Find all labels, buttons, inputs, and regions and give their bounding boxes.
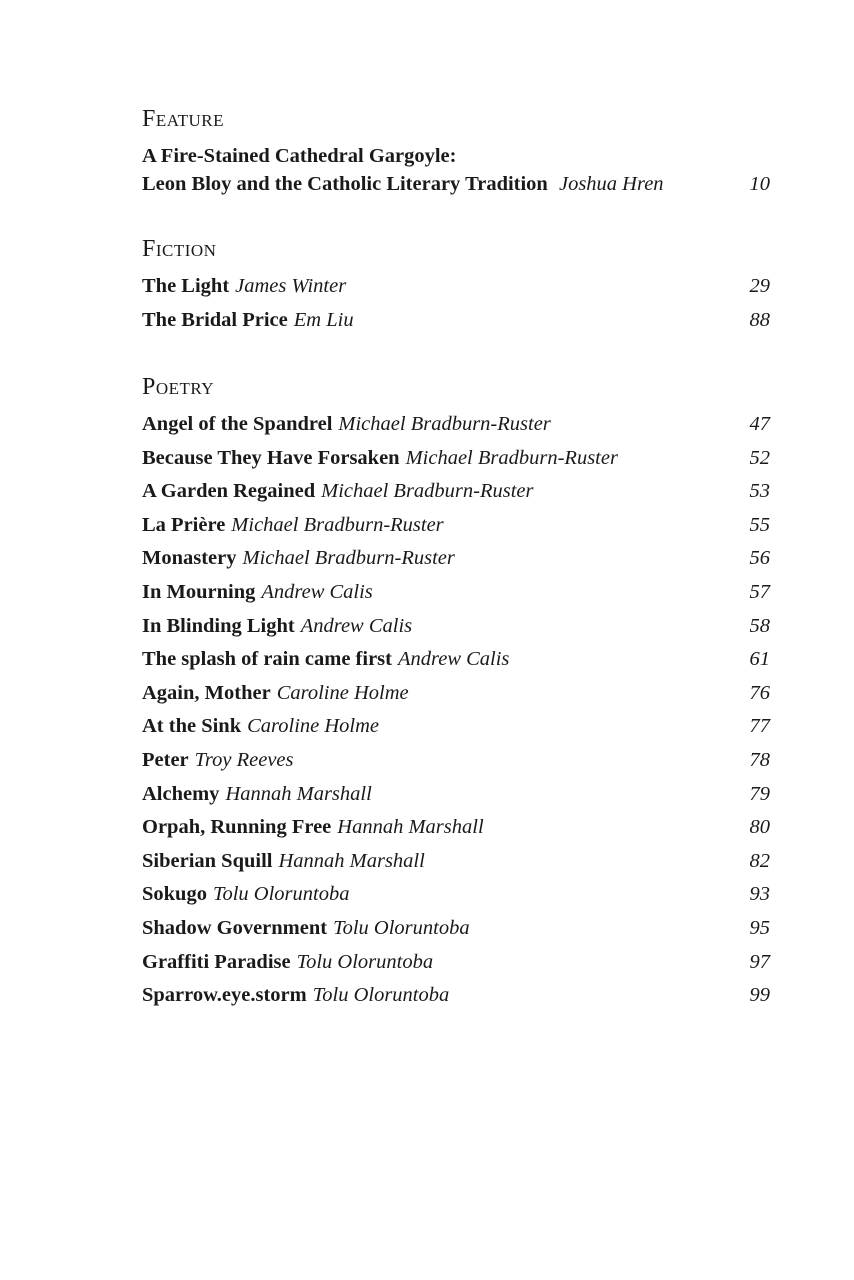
entry-page-number: 29 [749,275,770,297]
fiction-heading: Fiction [142,236,217,262]
entry-author: Michael Bradburn-Ruster [242,547,455,570]
toc-entry [142,878,772,912]
fiction-list [142,270,772,337]
feature-heading: Feature [142,106,225,132]
entry-author: James Winter [235,275,347,297]
entry-title: Because They Have Forsaken [142,446,400,469]
entry-title: The splash of rain came first [142,648,392,671]
entry-page-number: 88 [749,308,770,331]
entry-page-number: 47 [749,413,770,435]
entry-page-number: 52 [749,446,770,469]
entry-title: Shadow Government [142,916,328,939]
toc-entry [142,576,772,610]
toc-entry [142,811,772,845]
entry-author: Tolu Oloruntoba [212,883,350,906]
feature-entry [142,142,772,198]
entry-title: Orpah, Running Free [142,816,332,839]
entry-author: Tolu Oloruntoba [312,984,450,1007]
entry-page-number: 80 [749,816,770,839]
toc-entry [142,710,772,744]
entry-author: Michael Bradburn-Ruster [338,413,551,435]
entry-page-number: 55 [749,513,770,536]
entry-title: The Light [142,275,230,297]
entry-title: A Garden Regained [142,480,316,503]
toc-entry [142,677,772,711]
entry-title: Sparrow.eye.storm [142,984,307,1007]
toc-entry [142,408,772,442]
toc-entry [142,946,772,980]
entry-author: Hannah Marshall [225,782,372,805]
entry-title: The Bridal Price [142,308,288,331]
entry-author: Andrew Calis [261,580,373,603]
entry-author: Andrew Calis [397,648,510,671]
toc-entry [142,509,772,543]
entry-page-number: 97 [749,950,770,973]
poetry-section [142,374,772,1013]
entry-page-number: 53 [749,480,770,503]
entry-page-number: 99 [749,984,770,1007]
toc-entry [142,442,772,476]
toc-entry [142,778,772,812]
toc-entry [142,610,772,644]
entry-page-number: 76 [749,681,770,704]
toc-entry [142,845,772,879]
entry-author: Caroline Holme [247,715,380,738]
entry-title: Monastery [142,547,237,570]
toc-entry [142,304,772,338]
feature-title-line2: Leon Bloy and the Catholic Literary Tradition [142,173,548,195]
entry-author: Em Liu [293,308,354,331]
entry-author: Michael Bradburn-Ruster [321,480,534,503]
entry-title: Siberian Squill [142,849,273,872]
toc-entry [142,744,772,778]
entry-title: Sokugo [142,883,207,906]
entry-title: Alchemy [142,782,220,805]
toc-entry [142,979,772,1013]
poetry-list [142,408,772,1013]
toc-entry [142,643,772,677]
entry-author: Caroline Holme [276,681,409,704]
entry-page-number: 79 [749,782,770,805]
entry-author: Troy Reeves [194,748,294,771]
entry-title: At the Sink [142,715,242,738]
feature-title-line2-row [142,170,772,198]
entry-title: In Mourning [142,580,256,603]
entry-author: Tolu Oloruntoba [296,950,434,973]
entry-title: Angel of the Spandrel [142,413,333,435]
toc-entry [142,912,772,946]
feature-author: Joshua Hren [558,173,664,195]
entry-page-number: 58 [749,614,770,637]
entry-author: Michael Bradburn-Ruster [405,446,618,469]
entry-author: Andrew Calis [300,614,413,637]
entry-page-number: 56 [749,547,770,570]
feature-section [142,106,772,196]
entry-title: Graffiti Paradise [142,950,291,973]
feature-title-line1: A Fire-Stained Cathedral Gargoyle: [142,145,457,167]
entry-author: Hannah Marshall [278,849,425,872]
entry-author: Tolu Oloruntoba [333,916,470,939]
toc-entry [142,475,772,509]
feature-page: 10 [749,173,770,195]
entry-title: In Blinding Light [142,614,295,637]
entry-title: Again, Mother [142,681,271,704]
entry-author: Michael Bradburn-Ruster [231,513,444,536]
entry-title: Peter [142,748,189,771]
poetry-heading: Poetry [142,374,215,400]
entry-page-number: 82 [749,849,770,872]
entry-page-number: 57 [749,580,770,603]
entry-page-number: 95 [749,916,770,939]
fiction-section [142,236,772,337]
entry-page-number: 77 [749,715,770,738]
entry-author: Hannah Marshall [337,816,484,839]
entry-page-number: 93 [749,883,770,906]
toc-entry [142,270,772,304]
toc-entry [142,542,772,576]
entry-page-number: 78 [749,748,770,771]
entry-page-number: 61 [749,648,770,671]
entry-title: La Prière [142,513,226,536]
